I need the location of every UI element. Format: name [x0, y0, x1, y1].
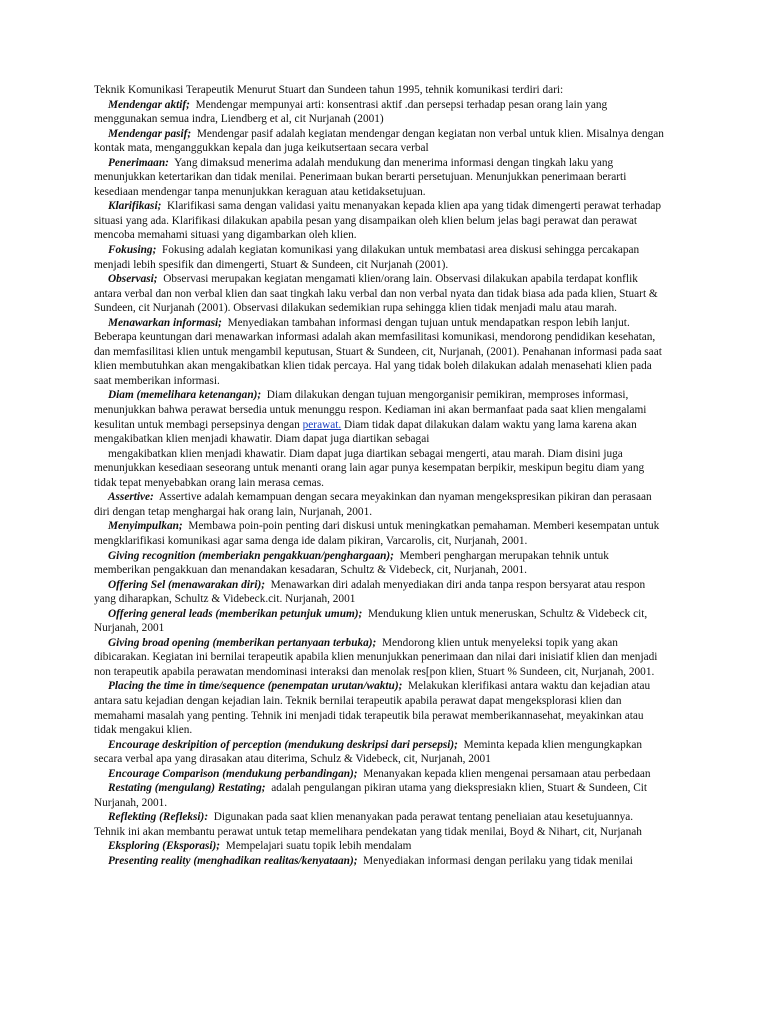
- technique-term: Fokusing;: [108, 244, 157, 257]
- technique-description: Assertive adalah kemampuan dengan secara meyakinkan dan nyaman mengekspresikan pikiran dan perasaan diri dengan tetap menghargai hak orang lain, Nurjanah, 2001.: [94, 491, 652, 518]
- technique-item: [94, 607, 666, 636]
- technique-item: [94, 767, 666, 782]
- technique-term: Placing the time in time/sequence (penempatan urutan/waktu);: [108, 680, 403, 693]
- technique-term: Penerimaan:: [108, 156, 169, 169]
- technique-term: Diam (memelihara ketenangan);: [108, 389, 262, 402]
- technique-description: Meminta kepada klien mengungkapkan secara verbal apa yang dirasakan atau diterima, Schulz & Videbeck, cit, Nurjanah, 2001: [94, 738, 643, 766]
- technique-description: Membawa poin-poin penting dari diskusi untuk meningkatkan pemahaman. Memberi kesempatan untuk mengklarifikasi komunikasi agar sama denga ide dalam pikiran, Varcarolis, cit, Nurjanah, 2001.: [94, 520, 660, 547]
- technique-description: Yang dimaksud menerima adalah mendukung dan menerima informasi dengan tingkah laku yang menunjukkan ketertarikan dan tidak menilai. Penerimaan bukan berarti persetujuan. Menunjukkan penerimaan berarti kesediaan mendengar tanpa menunjukkan keraguan atau ketidaksetujuan.: [94, 156, 627, 198]
- technique-term: Menawarkan informasi;: [108, 316, 222, 329]
- technique-item: [94, 854, 666, 869]
- technique-item: [94, 490, 666, 519]
- technique-term: Reflekting (Refleksi):: [108, 811, 209, 824]
- technique-description: adalah pengulangan pikiran utama yang diekspresiakn klien, Stuart & Sundeen, Cit Nurjanah, 2001.: [94, 782, 648, 809]
- technique-item: [94, 316, 666, 389]
- technique-item: [94, 738, 666, 767]
- technique-item: [94, 127, 666, 156]
- technique-item: [94, 243, 666, 272]
- technique-term: Assertive:: [108, 491, 154, 504]
- technique-description: Observasi merupakan kegiatan mengamati klien/orang lain. Observasi dilakukan apabila terdapat konflik antara verbal dan non verbal klien dan saat tingkah laku verbal dan non verbal nyata dan tidak biasa ada pada klien, Stuart & Sundeen, cit Nurjanah (2001). Observasi dilakukan sedemikian rupa sehingga klien tidak menjadi malu atau marah.: [94, 273, 658, 315]
- technique-item: [94, 447, 666, 491]
- technique-item: [94, 199, 666, 243]
- technique-description: Mempelajari suatu topik lebih mendalam: [225, 840, 412, 853]
- technique-description: Menyediakan tambahan informasi dengan tujuan untuk mendapatkan respon lebih lanjut. Beberapa keuntungan dari menawarkan informasi adalah akan memfasilitasi komunikasi, mendorong pendidikan kesehatan, dan memfasilitasi klien untuk mengambil keputusan, Stuart & Sundeen, cit, Nurjanah, (2001). Penahanan informasi pada saat klien membutuhkan akan mengakibatkan klien tidak percaya. Hal yang tidak boleh dilakukan adalah menasehati klien pada saat memberikan informasi.: [94, 316, 662, 387]
- technique-description: Digunakan pada saat klien menanyakan pada perawat tentang peneliaian atau kesetujuannya. Tehnik ini akan membantu perawat untuk tetap memelihara pendekatan yang tidak menilai, Boyd & Nihart, cit, Nurjanah: [94, 811, 642, 838]
- technique-term: Giving broad opening (memberikan pertanyaan terbuka);: [108, 636, 377, 649]
- technique-item: [94, 519, 666, 548]
- technique-term: Eksploring (Eksporasi);: [108, 840, 221, 853]
- technique-term: Offering Sel (menawarakan diri);: [108, 578, 266, 591]
- technique-description: Melakukan klerifikasi antara waktu dan kejadian atau antara satu kejadian dengan kejadian lain. Teknik bernilai terapeutik apabila perawat dapat mengeksplorasi klien dan memahami masalah yang penting. Tehnik ini menjadi tidak terapeutik bila perawat memberikannasehat, meyakinkan atau tidak mengakui klien.: [94, 680, 651, 737]
- intro-text: Teknik Komunikasi Terapeutik Menurut Stuart dan Sundeen tahun 1995, tehnik komunikasi terdiri dari:: [94, 84, 564, 96]
- technique-list: [94, 98, 666, 869]
- technique-item: [94, 388, 666, 446]
- technique-term: Klarifikasi;: [108, 200, 162, 213]
- technique-description-continued: Diam tidak dapat dilakukan dalam waktu yang lama karena akan mengakibatkan klien menjadi khawatir. Diam dapat juga diartikan sebagai: [94, 418, 637, 446]
- technique-term: Presenting reality (menghadikan realitas/kenyataan);: [108, 854, 358, 867]
- technique-description: Fokusing adalah kegiatan komunikasi yang dilakukan untuk membatasi area diskusi sehingga percakapan menjadi lebih spesifik dan dimengerti, Stuart & Sundeen, cit Nurjanah (2001).: [94, 244, 640, 271]
- technique-item: [94, 839, 666, 854]
- technique-term: Restating (mengulang) Restating;: [108, 782, 266, 795]
- technique-item: [94, 98, 666, 127]
- technique-item: [94, 156, 666, 200]
- technique-description: Mendengar mempunyai arti: konsentrasi aktif .dan persepsi terhadap pesan orang lain yang menggunakan semua indra, Liendberg et al, cit Nurjanah (2001): [94, 98, 608, 126]
- technique-item: [94, 272, 666, 316]
- technique-description: Diam dilakukan dengan tujuan mengorganisir pemikiran, memproses informasi, menunjukkan bahwa perawat bersedia untuk menunggu respon. Kediaman ini akan bermanfaat pada saat klien mengalami kesulitan untuk membagi persepsinya dengan: [94, 389, 647, 431]
- technique-term: Menyimpulkan;: [108, 520, 183, 533]
- technique-term: Encourage Comparison (mendukung perbandingan);: [108, 767, 358, 780]
- technique-item: [94, 636, 666, 680]
- technique-description: Mendukung klien untuk meneruskan, Schultz & Videbeck cit, Nurjanah, 2001: [94, 607, 648, 635]
- hyperlink[interactable]: perawat.: [302, 418, 342, 431]
- technique-term: Mendengar pasif;: [108, 127, 192, 140]
- technique-description: Menanyakan kepada klien mengenai persamaan atau perbedaan: [363, 767, 651, 780]
- technique-term: Mendengar aktif;: [108, 98, 190, 111]
- technique-item: [94, 679, 666, 737]
- technique-term: Giving recognition (memberiakn pengakkuan/penghargaan);: [108, 549, 394, 562]
- technique-item: [94, 549, 666, 578]
- technique-description: Mendengar pasif adalah kegiatan mendengar dengan kegiatan non verbal untuk klien. Misalnya dengan kontak mata, menganggukkan kepala dan juga keikutsertaan secara verbal: [94, 127, 664, 155]
- technique-item: [94, 781, 666, 810]
- technique-description: Memberi penghargan merupakan tehnik untuk memberikan pengakkuan dan menandakan kesadaran, Schultz & Videbeck, cit, Nurjanah, 2001.: [94, 549, 609, 577]
- technique-description: Menawarkan diri adalah menyediakan diri anda tanpa respon bersyarat atau respon yang diharapkan, Schultz & Videbeck.cit. Nurjanah, 2001: [94, 578, 646, 606]
- technique-item: [94, 810, 666, 839]
- technique-term: Observasi;: [108, 273, 158, 286]
- technique-term: Offering general leads (memberikan petunjuk umum);: [108, 607, 363, 620]
- technique-description: Menyediakan informasi dengan perilaku yang tidak menilai: [363, 854, 633, 867]
- technique-term: Encourage deskripition of perception (mendukung deskripsi dari persepsi);: [108, 738, 458, 751]
- technique-description: mengakibatkan klien menjadi khawatir. Diam dapat juga diartikan sebagai mengerti, atau marah. Diam disini juga menunjukkan kesediaan seseorang untuk menanti orang lain agar punya kesempatan berpikir, meskipun begitu diam yang tidak tepat menyebabkan orang lain merasa cemas.: [94, 447, 645, 489]
- technique-item: [94, 578, 666, 607]
- technique-description: Mendorong klien untuk menyeleksi topik yang akan dibicarakan. Kegiatan ini bernilai terapeutik apabila klien menunjukkan penerimaan dan nilai dari inisiatif klien dan menjadi non terapeutik apabila perawatan mendominasi interaksi dan menolak res[pon klien, Stuart % Sundeen, cit, Nurjanah, 2001.: [94, 636, 658, 678]
- technique-description: Klarifikasi sama dengan validasi yaitu menanyakan kepada klien apa yang tidak dimengerti perawat terhadap situasi yang ada. Klarifikasi dilakukan apabila pesan yang disampaikan oleh klien belum jelas bagi perawat dan perawat mencoba memahami situasi yang digambarkan oleh klien.: [94, 200, 662, 242]
